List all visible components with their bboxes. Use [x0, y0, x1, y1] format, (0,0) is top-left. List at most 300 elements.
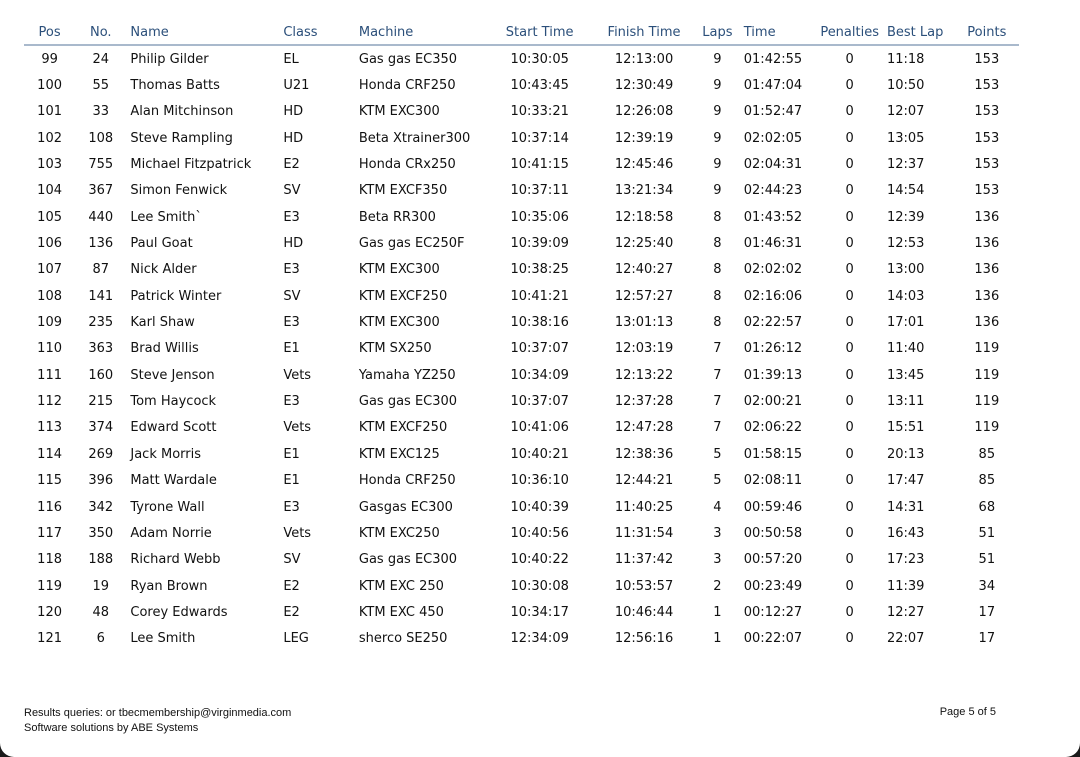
- cell-pos: 114: [37, 446, 62, 462]
- cell-best: 11:40: [886, 341, 925, 357]
- cell-class: E3: [283, 394, 300, 410]
- cell-points: 85: [978, 473, 996, 489]
- cell-start: 10:34:17: [510, 604, 569, 620]
- cell-start: 12:34:09: [510, 631, 569, 647]
- cell-finish: 12:03:19: [614, 341, 674, 357]
- cell-points: 119: [974, 394, 1000, 410]
- cell-no: 440: [88, 209, 114, 225]
- table-row: [24, 388, 1019, 414]
- cell-laps: 5: [713, 446, 722, 462]
- results-table: [24, 20, 1019, 652]
- cell-pos: 118: [37, 552, 62, 568]
- cell-penalties: 0: [845, 78, 854, 94]
- cell-best: 17:47: [886, 473, 925, 489]
- cell-start: 10:33:21: [510, 104, 569, 120]
- cell-best: 17:01: [886, 315, 925, 331]
- cell-machine: Gas gas EC300: [358, 552, 458, 568]
- table-row: [24, 72, 1019, 98]
- cell-name: Alan Mitchinson: [130, 104, 234, 120]
- col-header-points: Points: [955, 20, 1019, 45]
- cell-class: E1: [283, 446, 300, 462]
- cell-name: Philip Gilder: [130, 51, 209, 67]
- cell-machine: Gasgas EC300: [358, 499, 453, 515]
- cell-penalties: 0: [845, 130, 854, 146]
- cell-best: 20:13: [886, 446, 925, 462]
- cell-best: 14:03: [886, 288, 925, 304]
- cell-name: Thomas Batts: [130, 78, 220, 94]
- cell-time: 01:46:31: [743, 236, 803, 252]
- cell-class: HD: [283, 130, 304, 146]
- cell-laps: 1: [713, 631, 722, 647]
- cell-class: HD: [283, 236, 304, 252]
- cell-points: 17: [978, 604, 996, 620]
- cell-pos: 108: [37, 288, 62, 304]
- cell-finish: 12:13:00: [614, 51, 674, 67]
- cell-laps: 9: [713, 51, 722, 67]
- cell-time: 00:59:46: [743, 499, 803, 515]
- table-row: [24, 626, 1019, 652]
- cell-pos: 112: [37, 394, 62, 410]
- cell-no: 87: [92, 262, 110, 278]
- cell-machine: KTM EXC 250: [358, 578, 444, 594]
- cell-start: 10:37:07: [510, 341, 569, 357]
- cell-best: 12:37: [886, 157, 925, 173]
- cell-points: 119: [974, 420, 1000, 436]
- cell-time: 02:08:11: [743, 473, 803, 489]
- cell-time: 02:00:21: [743, 394, 803, 410]
- cell-best: 11:39: [886, 578, 925, 594]
- cell-penalties: 0: [845, 499, 854, 515]
- cell-pos: 113: [37, 420, 62, 436]
- cell-pos: 104: [37, 183, 62, 199]
- cell-points: 153: [974, 51, 1000, 67]
- cell-penalties: 0: [845, 525, 854, 541]
- table-row: [24, 230, 1019, 256]
- cell-finish: 12:37:28: [614, 394, 674, 410]
- cell-machine: KTM EXC300: [358, 262, 440, 278]
- cell-points: 153: [974, 130, 1000, 146]
- page-bottom-curve: [0, 743, 1080, 757]
- cell-class: E2: [283, 157, 300, 173]
- table-row: [24, 125, 1019, 151]
- col-header-no: No.: [75, 20, 126, 45]
- cell-finish: 12:13:22: [614, 367, 674, 383]
- table-row: [24, 441, 1019, 467]
- cell-penalties: 0: [845, 446, 854, 462]
- cell-machine: sherco SE250: [358, 631, 448, 647]
- cell-best: 22:07: [886, 631, 925, 647]
- cell-machine: KTM EXCF250: [358, 420, 448, 436]
- table-row: [24, 45, 1019, 72]
- cell-class: E3: [283, 315, 300, 331]
- cell-penalties: 0: [845, 578, 854, 594]
- cell-start: 10:41:06: [510, 420, 569, 436]
- cell-machine: KTM EXC125: [358, 446, 440, 462]
- cell-points: 51: [978, 552, 996, 568]
- cell-time: 01:52:47: [743, 104, 803, 120]
- cell-class: E3: [283, 499, 300, 515]
- cell-no: 269: [88, 446, 114, 462]
- cell-start: 10:40:22: [510, 552, 569, 568]
- cell-pos: 106: [37, 236, 62, 252]
- col-header-start-time: Start Time: [486, 20, 593, 45]
- software-credit-text: Software solutions by ABE Systems: [24, 722, 199, 734]
- cell-finish: 12:47:28: [614, 420, 674, 436]
- cell-finish: 12:45:46: [614, 157, 674, 173]
- cell-no: 755: [88, 157, 114, 173]
- cell-class: E2: [283, 604, 300, 620]
- cell-machine: KTM EXCF250: [358, 288, 448, 304]
- cell-no: 55: [92, 78, 110, 94]
- table-row: [24, 520, 1019, 546]
- cell-pos: 117: [37, 525, 62, 541]
- cell-machine: Gas gas EC350: [358, 51, 458, 67]
- cell-no: 6: [96, 631, 105, 647]
- cell-start: 10:38:16: [510, 315, 569, 331]
- footer-info: [24, 706, 291, 736]
- cell-finish: 12:25:40: [614, 236, 674, 252]
- col-header-laps: Laps: [695, 20, 740, 45]
- cell-start: 10:37:11: [510, 183, 569, 199]
- cell-machine: KTM EXC250: [358, 525, 440, 541]
- cell-machine: KTM SX250: [358, 341, 432, 357]
- cell-laps: 5: [713, 473, 722, 489]
- col-header-best-lap: Best Lap: [883, 20, 955, 45]
- table-row: [24, 204, 1019, 230]
- cell-machine: Gas gas EC250F: [358, 236, 465, 252]
- cell-penalties: 0: [845, 341, 854, 357]
- cell-class: HD: [283, 104, 304, 120]
- cell-machine: KTM EXC 450: [358, 604, 444, 620]
- table-row: [24, 494, 1019, 520]
- cell-pos: 120: [37, 604, 62, 620]
- cell-pos: 103: [37, 157, 62, 173]
- cell-start: 10:37:07: [510, 394, 569, 410]
- cell-time: 01:39:13: [743, 367, 803, 383]
- cell-name: Karl Shaw: [130, 315, 195, 331]
- cell-machine: Beta RR300: [358, 209, 436, 225]
- cell-start: 10:41:21: [510, 288, 569, 304]
- cell-start: 10:35:06: [510, 209, 569, 225]
- cell-points: 51: [978, 525, 996, 541]
- col-header-name: Name: [126, 20, 279, 45]
- cell-points: 136: [974, 315, 1000, 331]
- cell-pos: 109: [37, 315, 62, 331]
- cell-no: 350: [88, 525, 114, 541]
- cell-start: 10:41:15: [510, 157, 569, 173]
- cell-name: Tyrone Wall: [130, 499, 205, 515]
- cell-finish: 10:53:57: [614, 578, 674, 594]
- cell-machine: Gas gas EC300: [358, 394, 458, 410]
- cell-time: 02:22:57: [743, 315, 803, 331]
- col-header-finish-time: Finish Time: [593, 20, 695, 45]
- cell-best: 12:39: [886, 209, 925, 225]
- cell-time: 00:23:49: [743, 578, 803, 594]
- cell-class: Vets: [283, 525, 312, 541]
- cell-time: 01:26:12: [743, 341, 803, 357]
- cell-penalties: 0: [845, 394, 854, 410]
- results-body: [24, 45, 1019, 652]
- cell-finish: 12:56:16: [614, 631, 674, 647]
- table-row: [24, 573, 1019, 599]
- cell-name: Tom Haycock: [130, 394, 217, 410]
- cell-name: Patrick Winter: [130, 288, 222, 304]
- cell-machine: Honda CRx250: [358, 157, 456, 173]
- cell-time: 02:02:02: [743, 262, 803, 278]
- cell-points: 85: [978, 446, 996, 462]
- cell-class: E2: [283, 578, 300, 594]
- cell-time: 02:02:05: [743, 130, 803, 146]
- cell-points: 136: [974, 288, 1000, 304]
- cell-laps: 9: [713, 130, 722, 146]
- cell-pos: 102: [37, 130, 62, 146]
- table-row: [24, 283, 1019, 309]
- cell-no: 48: [92, 604, 110, 620]
- cell-laps: 9: [713, 78, 722, 94]
- results-queries-text: Results queries: or tbecmembership@virginmedia.com: [24, 707, 292, 719]
- cell-points: 136: [974, 209, 1000, 225]
- cell-best: 12:07: [886, 104, 925, 120]
- cell-no: 342: [88, 499, 114, 515]
- cell-points: 153: [974, 104, 1000, 120]
- cell-finish: 10:46:44: [614, 604, 674, 620]
- table-row: [24, 468, 1019, 494]
- cell-finish: 11:31:54: [614, 525, 674, 541]
- cell-best: 13:45: [886, 367, 925, 383]
- cell-laps: 7: [713, 394, 722, 410]
- cell-finish: 12:30:49: [614, 78, 674, 94]
- cell-no: 367: [88, 183, 114, 199]
- cell-name: Jack Morris: [130, 446, 201, 462]
- cell-name: Lee Smith`: [130, 209, 202, 225]
- cell-machine: KTM EXC300: [358, 104, 440, 120]
- cell-points: 34: [978, 578, 996, 594]
- page-number: Page 5 of 5: [939, 706, 996, 718]
- cell-name: Edward Scott: [130, 420, 217, 436]
- cell-no: 141: [88, 288, 114, 304]
- table-row: [24, 362, 1019, 388]
- cell-class: E1: [283, 341, 300, 357]
- cell-penalties: 0: [845, 236, 854, 252]
- cell-finish: 13:21:34: [614, 183, 674, 199]
- cell-best: 14:31: [886, 499, 925, 515]
- table-row: [24, 599, 1019, 625]
- cell-finish: 12:40:27: [614, 262, 674, 278]
- cell-points: 153: [974, 157, 1000, 173]
- cell-start: 10:40:56: [510, 525, 569, 541]
- cell-penalties: 0: [845, 51, 854, 67]
- cell-name: Richard Webb: [130, 552, 221, 568]
- cell-class: LEG: [283, 631, 309, 647]
- cell-name: Steve Jenson: [130, 367, 215, 383]
- cell-machine: Honda CRF250: [358, 473, 456, 489]
- cell-class: Vets: [283, 367, 312, 383]
- cell-points: 119: [974, 367, 1000, 383]
- cell-start: 10:34:09: [510, 367, 569, 383]
- cell-time: 01:42:55: [743, 51, 803, 67]
- cell-laps: 8: [713, 236, 722, 252]
- cell-no: 363: [88, 341, 114, 357]
- cell-points: 119: [974, 341, 1000, 357]
- cell-time: 00:12:27: [743, 604, 803, 620]
- cell-finish: 13:01:13: [614, 315, 674, 331]
- cell-laps: 8: [713, 209, 722, 225]
- cell-start: 10:40:39: [510, 499, 569, 515]
- cell-name: Brad Willis: [130, 341, 199, 357]
- table-row: [24, 99, 1019, 125]
- cell-class: E1: [283, 473, 300, 489]
- cell-laps: 7: [713, 341, 722, 357]
- cell-points: 153: [974, 78, 1000, 94]
- cell-machine: Honda CRF250: [358, 78, 456, 94]
- cell-pos: 121: [37, 631, 62, 647]
- cell-laps: 7: [713, 367, 722, 383]
- cell-points: 68: [978, 499, 996, 515]
- col-header-time: Time: [740, 20, 817, 45]
- cell-name: Matt Wardale: [130, 473, 217, 489]
- cell-name: Nick Alder: [130, 262, 197, 278]
- cell-no: 108: [88, 130, 114, 146]
- cell-class: SV: [283, 288, 301, 304]
- table-row: [24, 257, 1019, 283]
- cell-finish: 12:38:36: [614, 446, 674, 462]
- cell-laps: 3: [713, 552, 722, 568]
- cell-points: 153: [974, 183, 1000, 199]
- cell-penalties: 0: [845, 631, 854, 647]
- cell-no: 188: [88, 552, 114, 568]
- cell-time: 00:50:58: [743, 525, 803, 541]
- col-header-penalties: Penalties: [816, 20, 883, 45]
- cell-class: E3: [283, 209, 300, 225]
- cell-pos: 116: [37, 499, 62, 515]
- cell-name: Corey Edwards: [130, 604, 228, 620]
- cell-laps: 8: [713, 288, 722, 304]
- cell-class: EL: [283, 51, 299, 67]
- cell-best: 11:18: [886, 51, 925, 67]
- cell-time: 02:06:22: [743, 420, 803, 436]
- cell-penalties: 0: [845, 288, 854, 304]
- cell-laps: 4: [713, 499, 722, 515]
- cell-machine: Beta Xtrainer300: [358, 130, 471, 146]
- cell-penalties: 0: [845, 367, 854, 383]
- table-row: [24, 151, 1019, 177]
- cell-time: 01:47:04: [743, 78, 803, 94]
- cell-machine: Yamaha YZ250: [358, 367, 456, 383]
- cell-no: 235: [88, 315, 114, 331]
- table-row: [24, 309, 1019, 335]
- cell-no: 160: [88, 367, 114, 383]
- cell-best: 15:51: [886, 420, 925, 436]
- cell-finish: 12:57:27: [614, 288, 674, 304]
- cell-no: 19: [92, 578, 110, 594]
- cell-laps: 9: [713, 104, 722, 120]
- cell-start: 10:30:05: [510, 51, 569, 67]
- cell-laps: 9: [713, 183, 722, 199]
- cell-points: 136: [974, 236, 1000, 252]
- cell-laps: 3: [713, 525, 722, 541]
- cell-no: 136: [88, 236, 114, 252]
- cell-laps: 7: [713, 420, 722, 436]
- cell-penalties: 0: [845, 262, 854, 278]
- cell-name: Ryan Brown: [130, 578, 208, 594]
- cell-start: 10:36:10: [510, 473, 569, 489]
- cell-class: U21: [283, 78, 310, 94]
- cell-points: 136: [974, 262, 1000, 278]
- cell-class: SV: [283, 183, 301, 199]
- cell-penalties: 0: [845, 552, 854, 568]
- cell-finish: 11:40:25: [614, 499, 674, 515]
- col-header-machine: Machine: [355, 20, 486, 45]
- cell-time: 01:43:52: [743, 209, 803, 225]
- cell-time: 02:16:06: [743, 288, 803, 304]
- cell-best: 16:43: [886, 525, 925, 541]
- cell-best: 13:05: [886, 130, 925, 146]
- cell-penalties: 0: [845, 420, 854, 436]
- cell-finish: 12:26:08: [614, 104, 674, 120]
- cell-name: Paul Goat: [130, 236, 193, 252]
- cell-pos: 100: [37, 78, 62, 94]
- cell-start: 10:40:21: [510, 446, 569, 462]
- cell-name: Steve Rampling: [130, 130, 233, 146]
- cell-best: 14:54: [886, 183, 925, 199]
- cell-name: Adam Norrie: [130, 525, 212, 541]
- cell-finish: 12:18:58: [614, 209, 674, 225]
- cell-laps: 2: [713, 578, 722, 594]
- cell-class: E3: [283, 262, 300, 278]
- cell-penalties: 0: [845, 473, 854, 489]
- table-row: [24, 178, 1019, 204]
- cell-penalties: 0: [845, 604, 854, 620]
- cell-start: 10:43:45: [510, 78, 569, 94]
- cell-name: Lee Smith: [130, 631, 196, 647]
- cell-class: Vets: [283, 420, 312, 436]
- cell-pos: 115: [37, 473, 62, 489]
- cell-no: 215: [88, 394, 114, 410]
- cell-no: 24: [92, 51, 110, 67]
- cell-pos: 99: [41, 51, 58, 67]
- cell-finish: 12:44:21: [614, 473, 674, 489]
- table-row: [24, 415, 1019, 441]
- cell-laps: 8: [713, 262, 722, 278]
- cell-time: 00:22:07: [743, 631, 803, 647]
- cell-time: 02:44:23: [743, 183, 803, 199]
- cell-penalties: 0: [845, 157, 854, 173]
- cell-machine: KTM EXCF350: [358, 183, 448, 199]
- table-row: [24, 547, 1019, 573]
- cell-name: Michael Fitzpatrick: [130, 157, 252, 173]
- cell-time: 01:58:15: [743, 446, 803, 462]
- cell-best: 12:27: [886, 604, 925, 620]
- cell-laps: 9: [713, 157, 722, 173]
- cell-best: 13:11: [886, 394, 925, 410]
- cell-time: 00:57:20: [743, 552, 803, 568]
- header-row: [24, 20, 1019, 45]
- cell-points: 17: [978, 631, 996, 647]
- cell-best: 10:50: [886, 78, 925, 94]
- cell-best: 17:23: [886, 552, 925, 568]
- table-row: [24, 336, 1019, 362]
- cell-pos: 110: [37, 341, 62, 357]
- cell-laps: 1: [713, 604, 722, 620]
- cell-no: 33: [92, 104, 110, 120]
- cell-no: 396: [88, 473, 114, 489]
- cell-name: Simon Fenwick: [130, 183, 228, 199]
- cell-class: SV: [283, 552, 301, 568]
- cell-penalties: 0: [845, 315, 854, 331]
- cell-start: 10:39:09: [510, 236, 569, 252]
- cell-penalties: 0: [845, 183, 854, 199]
- cell-finish: 12:39:19: [614, 130, 674, 146]
